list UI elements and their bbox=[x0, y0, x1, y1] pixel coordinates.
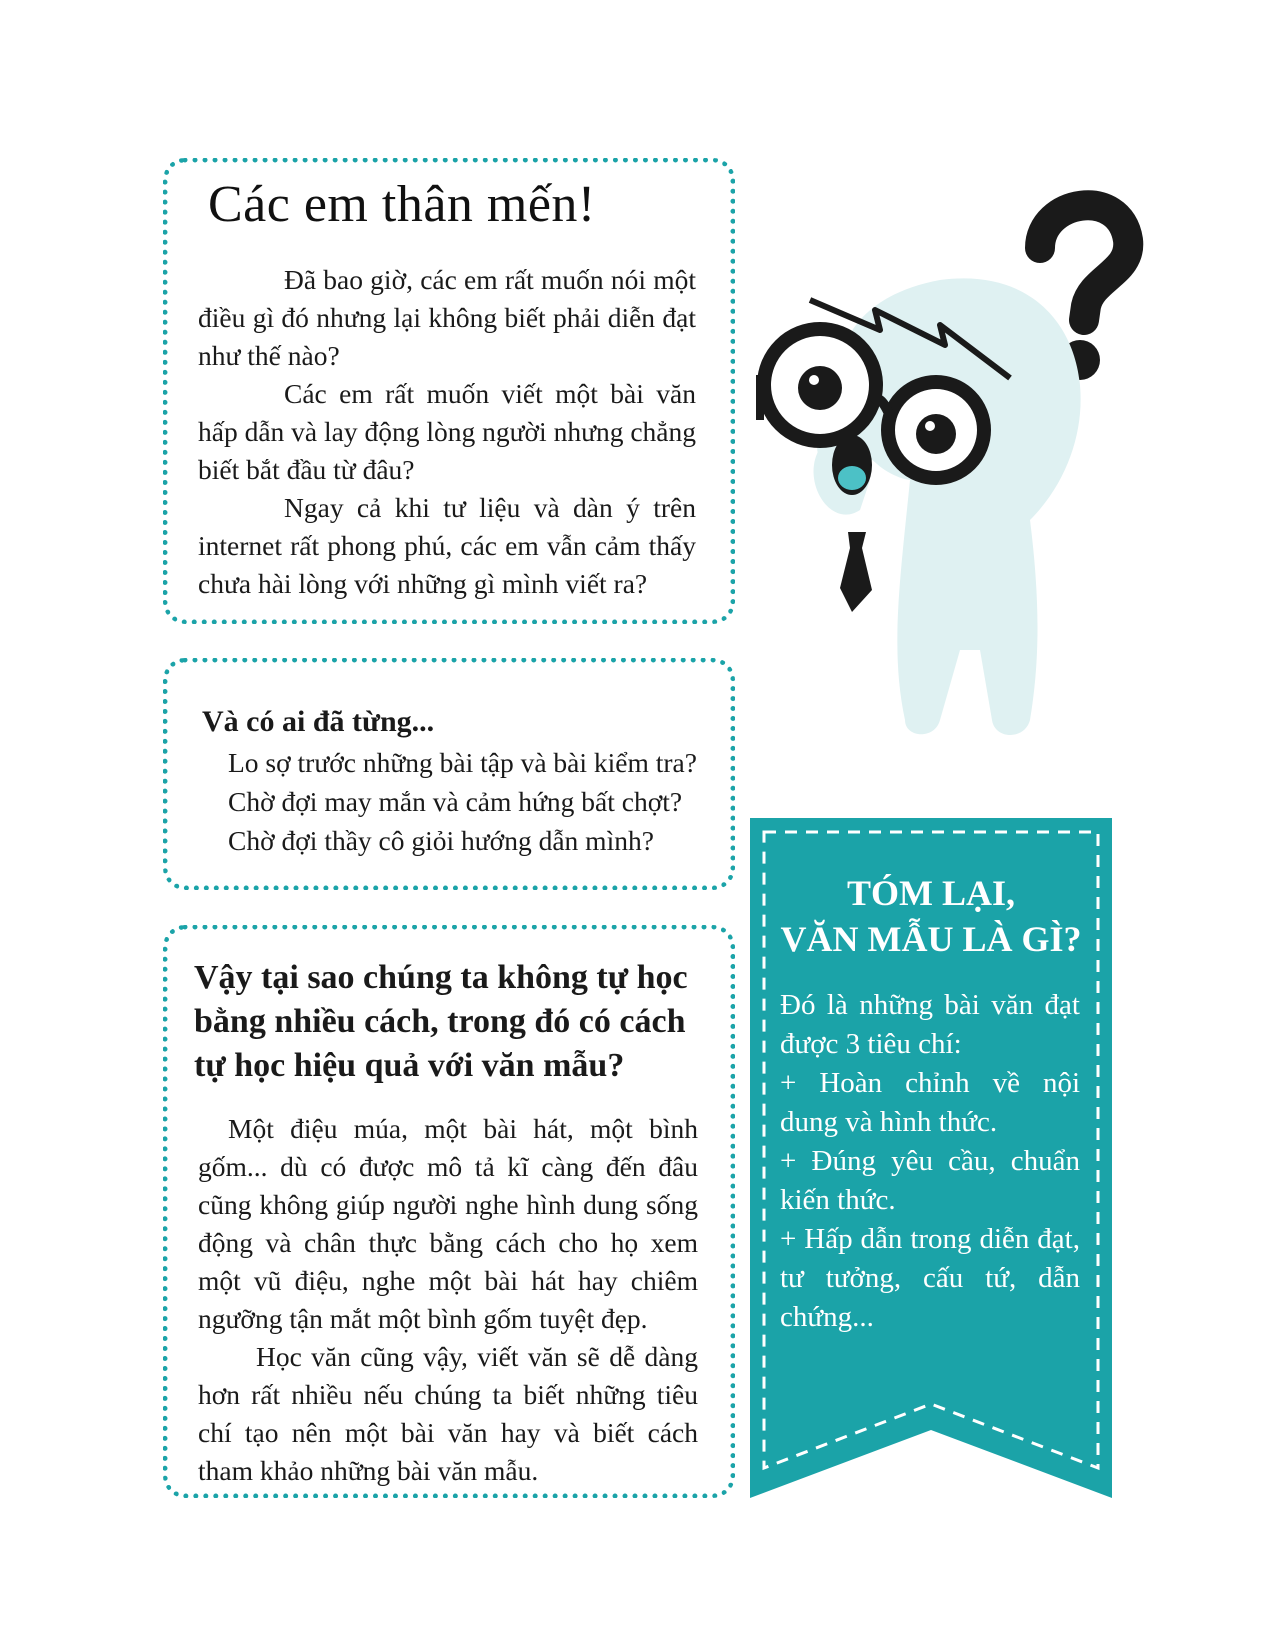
why-paragraph-2: Học văn cũng vậy, viết văn sẽ dễ dàng hơn rất nhiều nếu chúng ta biết những tiêu chí tạo nên một bài văn hay và biết cách tham khảo những bài văn mẫu. bbox=[198, 1341, 698, 1486]
intro-box bbox=[163, 158, 735, 624]
question-item-1: Lo sợ trước những bài tập và bài kiểm tra? bbox=[228, 747, 697, 778]
intro-paragraph-1: Đã bao giờ, các em rất muốn nói một điều gì đó nhưng lại không biết phải diễn đạt như thế nào? bbox=[198, 264, 696, 371]
summary-content bbox=[750, 818, 1112, 1498]
questions-box bbox=[163, 658, 735, 890]
questions-heading: Và có ai đã từng... bbox=[202, 705, 435, 738]
summary-line-4: + Hấp dẫn trong diễn đạt, tư tưởng, cấu tứ, dẫn chứng... bbox=[780, 1223, 1080, 1333]
confused-ghost-icon bbox=[740, 180, 1200, 780]
question-item-2: Chờ đợi may mắn và cảm hứng bất chợt? bbox=[228, 786, 683, 817]
intro-paragraph-3: Ngay cả khi tư liệu và dàn ý trên internet rất phong phú, các em vẫn cảm thấy chưa hài lòng với những gì mình viết ra? bbox=[198, 492, 696, 599]
why-paragraph-1: Một điệu múa, một bài hát, một bình gốm... dù có được mô tả kĩ càng đến đâu cũng không giúp người nghe hình dung sống động và chân thực bằng cách cho họ xem một vũ điệu, nghe một bài hát hay chiêm ngưỡng tận mắt một bình gốm tuyệt đẹp. bbox=[198, 1113, 698, 1334]
intro-paragraph-2: Các em rất muốn viết một bài văn hấp dẫn và lay động lòng người nhưng chẳng biết bắt đầu từ đâu? bbox=[198, 378, 697, 485]
question-item-3: Chờ đợi thầy cô giỏi hướng dẫn mình? bbox=[228, 825, 654, 856]
greeting-title: Các em thân mến! bbox=[208, 176, 596, 233]
questions-list bbox=[228, 743, 697, 860]
why-box bbox=[163, 925, 735, 1498]
summary-body bbox=[780, 986, 1080, 1337]
summary-title bbox=[750, 870, 1112, 962]
summary-line-1: Đó là những bài văn đạt được 3 tiêu chí: bbox=[780, 989, 1080, 1060]
summary-title-line-1: TÓM LẠI, bbox=[846, 873, 1015, 913]
summary-line-3: + Đúng yêu cầu, chuẩn kiến thức. bbox=[780, 1145, 1080, 1216]
summary-title-line-2: VĂN MẪU LÀ GÌ? bbox=[780, 919, 1082, 959]
why-heading: Vậy tại sao chúng ta không tự học bằng nhiều cách, trong đó có cách tự học hiệu quả với văn mẫu? bbox=[194, 959, 688, 1084]
summary-line-2: + Hoàn chỉnh về nội dung và hình thức. bbox=[780, 1067, 1080, 1138]
